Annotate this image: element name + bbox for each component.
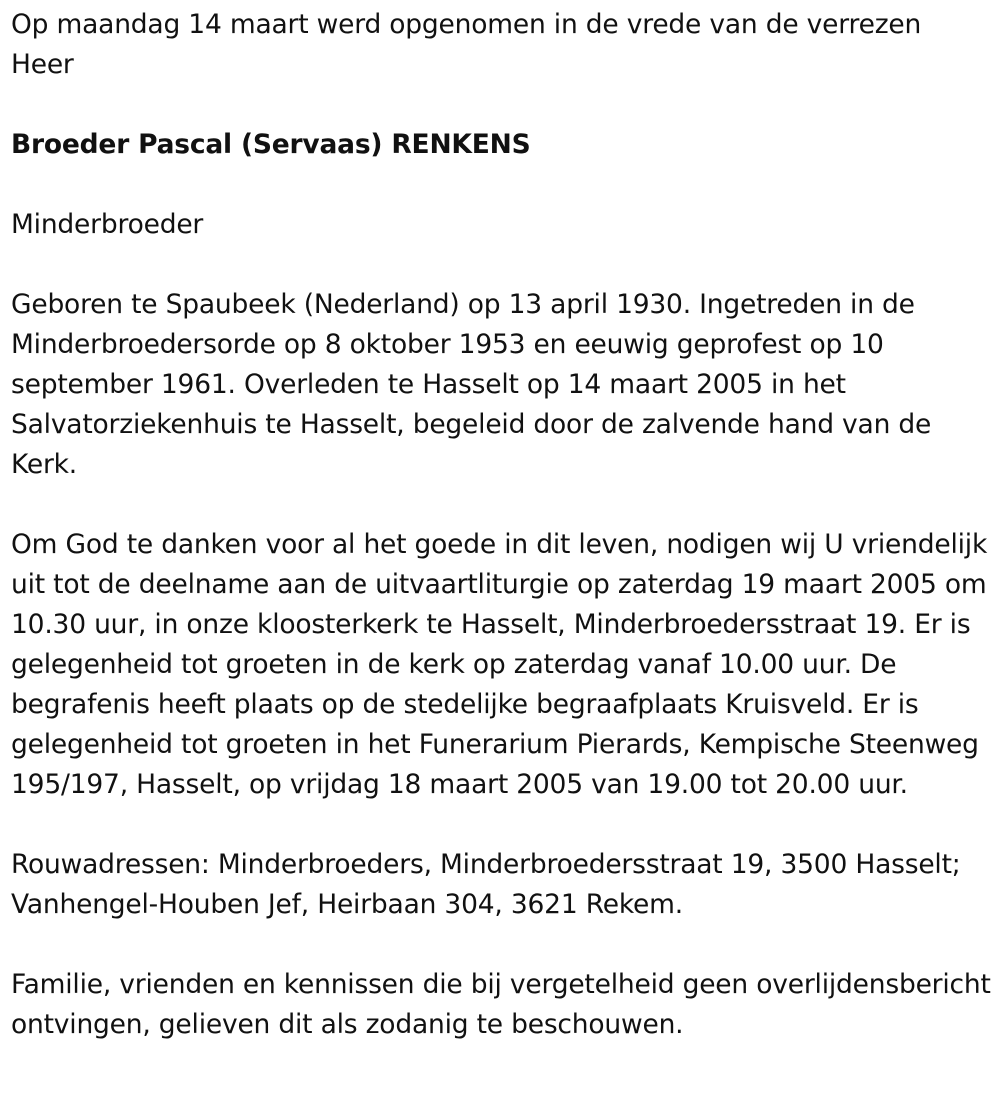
deceased-name: Broeder Pascal (Servaas) RENKENS xyxy=(11,129,531,160)
biography-paragraph: Geboren te Spaubeek (Nederland) op 13 april 1930. Ingetreden in de Minderbroedersorde op 8 oktober 1953 en eeuwig geprofest op 10 september 1961. Overleden te Hasselt op 14 maart 2005 in het Salvatorziekenhuis te Hasselt, begeleid door de zalvende hand van de Kerk. xyxy=(11,289,932,480)
intro-text: Op maandag 14 maart werd opgenomen in de vrede van de verrezen Heer xyxy=(11,9,922,80)
role-text: Minderbroeder xyxy=(11,209,204,240)
funeral-paragraph: Om God te danken voor al het goede in dit leven, nodigen wij U vriendelijk uit tot de deelname aan de uitvaartliturgie op zaterdag 19 maart 2005 om 10.30 uur, in onze kloosterkerk te Hasselt, Minderbroedersstraat 19. Er is gelegenheid tot groeten in de kerk op zaterdag vanaf 10.00 uur. De begrafenis heeft plaats op de stedelijke begraafplaats Kruisveld. Er is gelegenheid tot groeten in het Funerarium Pierards, Kempische Steenweg 195/197, Hasselt, op vrijdag 18 maart 2005 van 19.00 tot 20.00 uur. xyxy=(11,529,988,800)
addresses-paragraph: Rouwadressen: Minderbroeders, Minderbroedersstraat 19, 3500 Hasselt; Vanhengel-Houben Jef, Heirbaan 304, 3621 Rekem. xyxy=(11,849,961,920)
death-notice xyxy=(11,5,991,1045)
closing-paragraph: Familie, vrienden en kennissen die bij vergetelheid geen overlijdensbericht ontvingen, gelieven dit als zodanig te beschouwen. xyxy=(11,969,991,1040)
